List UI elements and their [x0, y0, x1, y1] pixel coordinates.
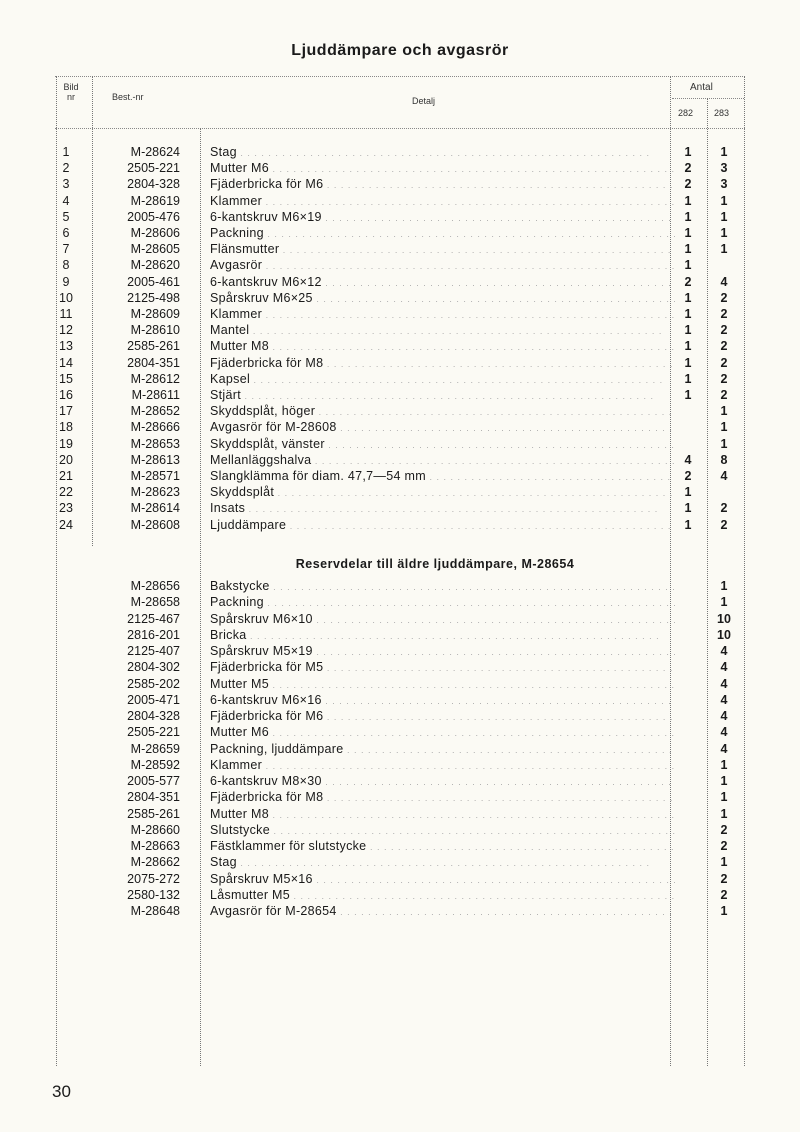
detalj: Slutstycke . . .	[210, 822, 675, 839]
table-row	[50, 611, 750, 627]
page-number: 30	[52, 1082, 71, 1101]
detalj: Packning, ljuddämpare . . .	[210, 741, 675, 758]
best-nr: M-28608	[130, 517, 180, 532]
best-nr: M-28656	[130, 579, 180, 593]
antal-283: 2	[720, 501, 728, 516]
best-nr: 2005-476	[127, 209, 180, 224]
table-row	[50, 241, 750, 257]
bild-nr: 3	[62, 177, 70, 192]
antal-283: 1	[720, 226, 728, 240]
table-row	[50, 676, 750, 692]
header-rule	[55, 128, 745, 129]
antal-283: 1	[720, 855, 728, 870]
table-row	[50, 594, 750, 610]
table-row	[50, 757, 750, 773]
antal-283: 4	[720, 676, 728, 691]
best-nr: M-28613	[130, 452, 180, 467]
bild-nr: 4	[62, 193, 70, 208]
bild-nr: 19	[59, 436, 73, 451]
antal-283: 4	[720, 741, 728, 756]
best-nr: 2585-261	[127, 339, 180, 354]
detalj: 6-kantskruv M6×16 . . .	[210, 692, 675, 709]
antal-283: 3	[720, 161, 728, 176]
antal-283: 2	[720, 307, 728, 321]
table-row	[50, 500, 750, 516]
detalj: Bricka . . .	[210, 627, 675, 644]
table-row	[50, 903, 750, 919]
bild-nr: 10	[59, 290, 73, 305]
best-nr: M-28662	[130, 855, 180, 870]
header-bild-line1: Bild	[63, 82, 79, 92]
table-row	[50, 144, 750, 160]
antal-283: 1	[720, 904, 728, 918]
header-antal: Antal	[690, 82, 713, 93]
detalj: Insats . . .	[210, 500, 675, 517]
table-row	[50, 306, 750, 322]
detalj: Mutter M5 . . .	[210, 676, 675, 693]
table-row	[50, 225, 750, 241]
antal-283: 1	[720, 436, 728, 451]
antal-283: 1	[720, 806, 728, 821]
best-nr: M-28652	[130, 404, 180, 419]
best-nr: 2804-351	[127, 790, 180, 805]
best-nr: M-28620	[130, 258, 180, 273]
table-row	[50, 741, 750, 757]
antal-283: 2	[720, 517, 728, 532]
antal-282: 1	[684, 145, 692, 159]
table-row	[50, 871, 750, 887]
table-row	[50, 387, 750, 403]
best-nr: 2580-132	[127, 887, 180, 902]
antal-282: 1	[684, 485, 692, 500]
table-row	[50, 659, 750, 675]
antal-282: 1	[684, 517, 692, 532]
bild-nr: 6	[62, 226, 70, 240]
bild-nr: 1	[62, 145, 70, 159]
best-nr: M-28619	[130, 193, 180, 208]
detalj: Avgasrör för M-28608 . . .	[210, 419, 675, 436]
header-283: 283	[714, 108, 730, 118]
bild-nr: 18	[59, 420, 73, 435]
detalj: 6-kantskruv M6×19 . . .	[210, 209, 675, 226]
antal-282: 1	[684, 226, 692, 240]
detalj: Avgasrör . . .	[210, 257, 675, 274]
table-row	[50, 355, 750, 371]
detalj: Skyddsplåt . . .	[210, 484, 675, 501]
antal-283: 1	[720, 193, 728, 208]
antal-283: 1	[720, 774, 728, 788]
antal-283: 1	[720, 242, 728, 257]
best-nr: M-28571	[130, 469, 180, 483]
antal-282: 1	[684, 307, 692, 321]
bild-nr: 2	[62, 161, 70, 176]
table-row	[50, 160, 750, 176]
detalj: Klammer . . .	[210, 193, 675, 210]
antal-283: 2	[720, 871, 728, 886]
detalj: Stjärt . . .	[210, 387, 675, 404]
table-row	[50, 452, 750, 468]
table-row	[50, 484, 750, 500]
best-nr: M-28653	[130, 436, 180, 451]
bild-nr: 20	[59, 452, 73, 467]
table-row	[50, 176, 750, 192]
best-nr: M-28624	[130, 145, 180, 159]
table-row	[50, 773, 750, 789]
detalj: Mutter M8 . . .	[210, 338, 675, 355]
antal-282: 1	[684, 290, 692, 305]
detalj: Mantel . . .	[210, 322, 675, 339]
best-nr: M-28623	[130, 485, 180, 500]
antal-283: 10	[717, 611, 731, 626]
antal-283: 1	[720, 145, 728, 159]
detalj: Skyddsplåt, vänster . . .	[210, 436, 675, 453]
antal-283: 2	[720, 339, 728, 354]
bild-nr: 12	[59, 323, 73, 338]
bild-nr: 5	[62, 209, 70, 224]
detalj: Klammer . . .	[210, 757, 675, 774]
best-nr: M-28609	[130, 307, 180, 321]
detalj: Fjäderbricka för M5 . . .	[210, 659, 675, 676]
antal-282: 1	[684, 355, 692, 370]
antal-283: 2	[720, 822, 728, 837]
best-nr: 2505-221	[127, 725, 180, 740]
antal-282: 1	[684, 258, 692, 273]
antal-283: 3	[720, 177, 728, 192]
detalj: Slangklämma för diam. 47,7—54 mm . . .	[210, 468, 675, 485]
best-nr: M-28610	[130, 323, 180, 338]
antal-282: 1	[684, 209, 692, 224]
best-nr: M-28605	[130, 242, 180, 257]
antal-283: 2	[720, 323, 728, 338]
antal-283: 4	[720, 644, 728, 658]
detalj: Packning . . .	[210, 594, 675, 611]
best-nr: 2804-328	[127, 709, 180, 723]
detalj: Mutter M6 . . .	[210, 724, 675, 741]
antal-283: 4	[720, 692, 728, 707]
detalj: Spårskruv M5×16 . . .	[210, 871, 675, 888]
detalj: Kapsel . . .	[210, 371, 675, 388]
table-row	[50, 887, 750, 903]
best-nr: M-28606	[130, 226, 180, 240]
antal-283: 2	[720, 388, 728, 402]
top-rule	[55, 76, 745, 77]
antal-283: 2	[720, 371, 728, 386]
antal-283: 10	[717, 627, 731, 642]
antal-283: 4	[720, 709, 728, 723]
table-row	[50, 708, 750, 724]
detalj: Spårskruv M5×19 . . .	[210, 643, 675, 660]
bild-nr: 17	[59, 404, 73, 419]
table-row	[50, 257, 750, 273]
detalj: 6-kantskruv M8×30 . . .	[210, 773, 675, 790]
table-row	[50, 436, 750, 452]
antal-283: 4	[720, 274, 728, 289]
table-row	[50, 789, 750, 805]
best-nr: 2075-272	[127, 871, 180, 886]
antal-283: 2	[720, 839, 728, 853]
bild-nr: 23	[59, 501, 73, 516]
antal-282: 1	[684, 388, 692, 402]
best-nr: 2585-261	[127, 806, 180, 821]
antal-283: 8	[720, 452, 728, 467]
bild-nr: 24	[59, 517, 73, 532]
table-row	[50, 419, 750, 435]
best-nr: 2005-471	[127, 692, 180, 707]
detalj: Mutter M6 . . .	[210, 160, 675, 177]
antal-283: 1	[720, 404, 728, 419]
table-row	[50, 627, 750, 643]
table-row	[50, 822, 750, 838]
antal-282: 2	[684, 469, 692, 483]
table-row	[50, 274, 750, 290]
reserve-section-title: Reservdelar till äldre ljuddämpare, M-28654	[295, 557, 575, 571]
antal-rule	[672, 98, 744, 99]
table-row	[50, 643, 750, 659]
header-bild	[58, 82, 84, 102]
table-row	[50, 578, 750, 594]
table-row	[50, 403, 750, 419]
detalj: Mutter M8 . . .	[210, 806, 675, 823]
bild-nr: 11	[59, 307, 73, 321]
bild-nr: 13	[59, 339, 73, 354]
bild-nr: 9	[62, 274, 70, 289]
antal-282: 1	[684, 242, 692, 257]
antal-283: 1	[720, 209, 728, 224]
best-nr: M-28612	[130, 371, 180, 386]
table-row	[50, 371, 750, 387]
detalj: Spårskruv M6×10 . . .	[210, 611, 675, 628]
table-row	[50, 209, 750, 225]
best-nr: 2125-498	[127, 290, 180, 305]
table-row	[50, 838, 750, 854]
best-nr: 2505-221	[127, 161, 180, 176]
detalj: Bakstycke . . .	[210, 578, 675, 595]
table-row	[50, 854, 750, 870]
antal-283: 1	[720, 579, 728, 593]
antal-283: 4	[720, 469, 728, 483]
table-row	[50, 338, 750, 354]
table-row	[50, 193, 750, 209]
best-nr: M-28663	[130, 839, 180, 853]
best-nr: M-28611	[131, 388, 180, 402]
antal-283: 1	[720, 757, 728, 772]
table-row	[50, 806, 750, 822]
detalj: Fjäderbricka för M6 . . .	[210, 708, 675, 725]
best-nr: M-28648	[130, 904, 180, 918]
antal-283: 2	[720, 887, 728, 902]
page-title: Ljuddämpare och avgasrör	[291, 42, 509, 59]
antal-283: 2	[720, 290, 728, 305]
table-row	[50, 468, 750, 484]
antal-282: 1	[684, 323, 692, 338]
table-row	[50, 724, 750, 740]
detalj: Spårskruv M6×25 . . .	[210, 290, 675, 307]
detalj: Fästklammer för slutstycke . . .	[210, 838, 675, 855]
detalj: Packning . . .	[210, 225, 675, 242]
table-row	[50, 517, 750, 533]
best-nr: M-28614	[130, 501, 180, 516]
table-row	[50, 692, 750, 708]
antal-282: 4	[684, 452, 692, 467]
detalj: Klammer . . .	[210, 306, 675, 323]
detalj: Låsmutter M5 . . .	[210, 887, 675, 904]
best-nr: 2804-302	[127, 660, 180, 675]
best-nr: M-28660	[130, 822, 180, 837]
detalj: Fjäderbricka för M8 . . .	[210, 355, 675, 372]
table-row	[50, 290, 750, 306]
detalj: Mellanläggshalva . . .	[210, 452, 675, 469]
best-nr: M-28658	[130, 595, 180, 610]
header-detalj: Detalj	[412, 96, 436, 106]
bild-nr: 14	[59, 355, 73, 370]
bild-nr: 8	[62, 258, 70, 273]
best-nr: 2005-461	[127, 274, 180, 289]
antal-282: 2	[684, 274, 692, 289]
detalj: Fjäderbricka för M6 . . .	[210, 176, 675, 193]
best-nr: 2585-202	[127, 676, 180, 691]
antal-283: 4	[720, 725, 728, 740]
antal-282: 2	[684, 177, 692, 192]
best-nr: M-28592	[130, 757, 180, 772]
table-row	[50, 322, 750, 338]
header-282: 282	[678, 108, 694, 118]
antal-282: 2	[684, 161, 692, 176]
best-nr: 2005-577	[127, 774, 180, 788]
best-nr: 2125-467	[127, 611, 180, 626]
detalj: 6-kantskruv M6×12 . . .	[210, 274, 675, 291]
antal-283: 2	[720, 355, 728, 370]
detalj: Stag . . .	[210, 144, 675, 161]
antal-283: 1	[720, 595, 728, 610]
detalj: Fjäderbricka för M8 . . .	[210, 789, 675, 806]
antal-282: 1	[684, 193, 692, 208]
bild-nr: 16	[59, 388, 73, 402]
best-nr: M-28666	[130, 420, 180, 435]
best-nr: 2125-407	[127, 644, 180, 658]
header-best-nr: Best.-nr	[112, 92, 144, 102]
bild-nr: 15	[59, 371, 73, 386]
antal-282: 1	[684, 339, 692, 354]
antal-283: 1	[720, 420, 728, 435]
antal-283: 4	[720, 660, 728, 675]
best-nr: 2804-351	[127, 355, 180, 370]
detalj: Ljuddämpare . . .	[210, 517, 675, 534]
bild-nr: 7	[62, 242, 70, 257]
bild-nr: 22	[59, 485, 73, 500]
bild-nr: 21	[59, 469, 73, 483]
best-nr: 2816-201	[127, 627, 180, 642]
best-nr: M-28659	[130, 741, 180, 756]
antal-282: 1	[684, 501, 692, 516]
detalj: Stag . . .	[210, 854, 675, 871]
antal-283: 1	[720, 790, 728, 805]
best-nr: 2804-328	[127, 177, 180, 192]
detalj: Avgasrör för M-28654 . . .	[210, 903, 675, 920]
detalj: Flänsmutter . . .	[210, 241, 675, 258]
header-bild-line2: nr	[66, 92, 75, 102]
detalj: Skyddsplåt, höger . . .	[210, 403, 675, 420]
antal-282: 1	[684, 371, 692, 386]
